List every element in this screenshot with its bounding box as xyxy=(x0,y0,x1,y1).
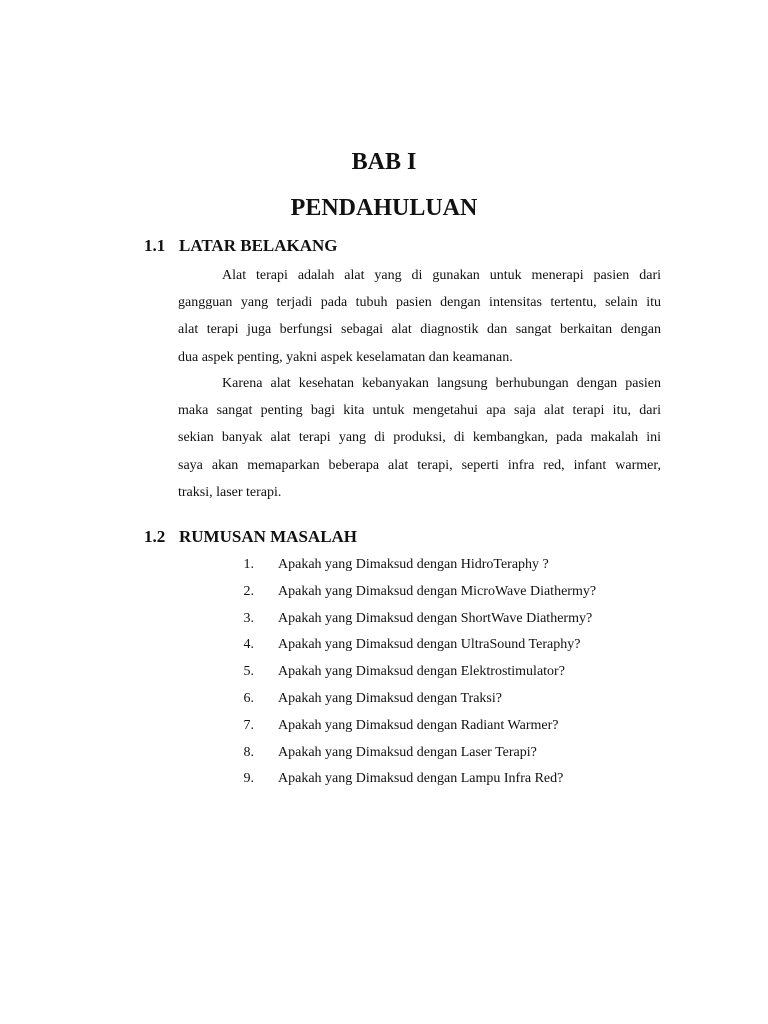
paragraph-line: sekian banyak alat terapi yang di produksi, di kembangkan, pada makalah ini xyxy=(178,430,661,446)
list-item-number: 8. xyxy=(243,744,254,760)
paragraph-line: dua aspek penting, yakni aspek keselamatan dan keamanan. xyxy=(178,349,513,365)
section-number: 1.2 xyxy=(144,527,166,546)
paragraph-line: alat terapi juga berfungsi sebagai alat diagnostik dan sangat berkaitan dengan xyxy=(178,322,661,338)
list-item xyxy=(230,686,596,713)
paragraph-line: gangguan yang terjadi pada tubuh pasien dengan intensitas tertentu, selain itu xyxy=(178,295,661,311)
list-item-text: Apakah yang Dimaksud dengan ShortWave Diathermy? xyxy=(278,610,593,626)
list-item-number: 7. xyxy=(243,717,254,733)
paragraph-line: Karena alat kesehatan kebanyakan langsung berhubungan dengan pasien xyxy=(222,376,661,391)
list-item xyxy=(230,606,596,633)
list-item-number: 2. xyxy=(243,583,254,599)
section-heading-latar-belakang xyxy=(144,236,338,256)
question-list xyxy=(230,552,596,793)
chapter-title: BAB I xyxy=(351,149,417,175)
list-item-text: Apakah yang Dimaksud dengan Laser Terapi? xyxy=(278,744,537,760)
list-item-text: Apakah yang Dimaksud dengan HidroTeraphy ? xyxy=(278,557,549,572)
list-item xyxy=(230,740,596,767)
list-item-text: Apakah yang Dimaksud dengan Traksi? xyxy=(278,690,502,706)
list-item xyxy=(230,659,596,686)
list-item-text: Apakah yang Dimaksud dengan Radiant Warmer? xyxy=(278,717,559,733)
list-item xyxy=(230,713,596,740)
list-item-text: Apakah yang Dimaksud dengan UltraSound Teraphy? xyxy=(278,637,581,653)
list-item-text: Apakah yang Dimaksud dengan Elektrostimulator? xyxy=(278,664,565,680)
paragraph-2 xyxy=(178,370,661,506)
section-title: RUMUSAN MASALAH xyxy=(179,527,358,546)
section-number: 1.1 xyxy=(144,236,166,255)
list-item-number: 3. xyxy=(243,610,254,626)
list-item-text: Apakah yang Dimaksud dengan MicroWave Diathermy? xyxy=(278,583,597,599)
list-item-number: 5. xyxy=(243,664,254,680)
list-item xyxy=(230,579,596,606)
chapter-subtitle: PENDAHULUAN xyxy=(290,195,478,221)
list-item-number: 1. xyxy=(243,557,254,572)
list-item xyxy=(230,766,596,793)
paragraph-line: saya akan memaparkan beberapa alat terapi, seperti infra red, infant warmer, xyxy=(178,457,661,473)
section-heading-rumusan-masalah xyxy=(144,527,357,547)
list-item xyxy=(230,552,596,579)
paragraph-1 xyxy=(178,262,661,371)
paragraph-line: traksi, laser terapi. xyxy=(178,484,282,500)
paragraph-line: maka sangat penting bagi kita untuk mengetahui apa saja alat terapi itu, dari xyxy=(178,403,661,419)
list-item-text: Apakah yang Dimaksud dengan Lampu Infra Red? xyxy=(278,771,564,787)
paragraph-line: Alat terapi adalah alat yang di gunakan untuk menerapi pasien dari xyxy=(222,268,661,283)
section-title: LATAR BELAKANG xyxy=(179,236,338,255)
list-item xyxy=(230,632,596,659)
list-item-number: 6. xyxy=(243,690,254,706)
list-item-number: 9. xyxy=(243,771,254,787)
list-item-number: 4. xyxy=(243,637,254,653)
